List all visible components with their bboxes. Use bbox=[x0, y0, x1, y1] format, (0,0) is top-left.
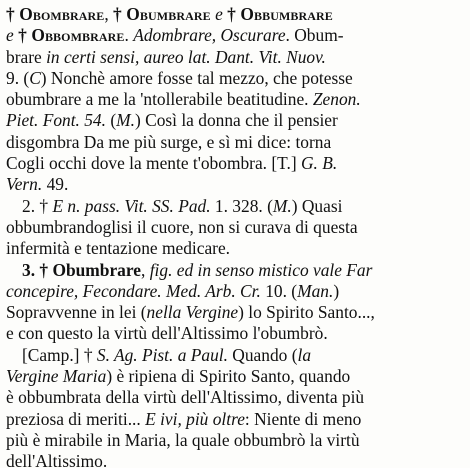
example-quote: è obbumbrata della virtù dell'Altissimo, diventa più bbox=[6, 387, 365, 408]
citation: G. B. bbox=[301, 153, 338, 174]
example-quote: disgombra Da me più surge, e sì mi dice: torna bbox=[6, 131, 332, 152]
example-quote: ) Quasi bbox=[291, 195, 343, 216]
text-line bbox=[6, 238, 462, 259]
example-quote: infermità e tentazione medicare. bbox=[6, 238, 231, 259]
text-span: e bbox=[210, 4, 228, 24]
text-span: [Camp.] † bbox=[22, 344, 97, 365]
text-line bbox=[6, 25, 462, 46]
text-line bbox=[6, 132, 462, 153]
citation: E ivi, più oltre bbox=[145, 408, 245, 429]
text-line bbox=[6, 68, 462, 89]
text-span: e bbox=[6, 25, 19, 46]
text-line bbox=[6, 260, 462, 281]
text-line bbox=[6, 387, 462, 408]
citation: E n. pass. Vit. SS. Pad. bbox=[52, 195, 211, 216]
example-quote: ) lo Spirito Santo..., bbox=[238, 302, 375, 323]
text-line bbox=[6, 47, 462, 68]
text-line bbox=[6, 323, 462, 344]
example-quote: e con questo la virtù dell'Altissimo l'obumbrò. bbox=[6, 323, 328, 344]
headword: Obumbrare bbox=[52, 259, 142, 280]
headword-variant: † Obbumbrare bbox=[227, 4, 333, 24]
text-span: 9. ( bbox=[6, 67, 30, 88]
text-span: C bbox=[29, 67, 41, 88]
text-span: M. bbox=[272, 195, 292, 216]
text-line bbox=[6, 451, 462, 472]
text-line bbox=[6, 302, 462, 323]
example-quote: obumbrare a me la 'ntollerabile beatitudine. bbox=[6, 89, 313, 110]
example-quote: ) è ripiena di Spirito Santo, quando bbox=[106, 366, 351, 387]
example-quote: obbumbrandoglisi il cuore, non si curava di questa bbox=[6, 216, 358, 237]
text-span: ) bbox=[333, 280, 340, 301]
text-line bbox=[6, 409, 462, 430]
text-line bbox=[6, 153, 462, 174]
citation: Piet. Font. 54. bbox=[6, 110, 106, 131]
example-quote: : Niente di meno bbox=[244, 408, 362, 429]
text-line bbox=[6, 89, 462, 110]
headword-variant: † Obbombrare bbox=[18, 25, 125, 46]
definition: concepire, Fecondare. Med. Arb. Cr. bbox=[6, 280, 261, 301]
text-span: ( bbox=[105, 110, 117, 131]
example-quote: ) Nonchè amore fosse tal mezzo, che potesse bbox=[40, 67, 353, 88]
example-quote: dell'Altissimo. bbox=[6, 451, 108, 472]
citation: Zenon. bbox=[312, 89, 361, 110]
example-quote: ) Così la donna che il pensier bbox=[134, 110, 338, 131]
example-quote: più è mirabile in Maria, la quale obbumbrò la virtù bbox=[6, 429, 360, 450]
example-quote: Cogli occhi dove la mente t'obombra. [T.] bbox=[6, 153, 301, 174]
text-line bbox=[6, 430, 462, 451]
sense-number: 3. † bbox=[22, 259, 53, 280]
text-span: , bbox=[104, 4, 114, 24]
example-quote: preziosa di meriti... bbox=[6, 408, 146, 429]
text-line bbox=[6, 281, 462, 302]
definition: Adombrare, Oscurare bbox=[133, 25, 286, 46]
text-line bbox=[6, 4, 462, 25]
headword-variant: † Obumbrare bbox=[113, 4, 211, 24]
text-line bbox=[6, 217, 462, 238]
citation: Vern. bbox=[6, 174, 43, 195]
text-line bbox=[6, 174, 462, 195]
text-span: Man. bbox=[297, 280, 334, 301]
text-line bbox=[6, 366, 462, 387]
text-span: la bbox=[297, 344, 312, 365]
text-line bbox=[6, 345, 462, 366]
citation: S. Ag. Pist. a Paul. bbox=[96, 344, 228, 365]
headword: † Obombrare bbox=[6, 4, 105, 24]
text-line bbox=[6, 110, 462, 131]
definition: fig. ed in senso mistico vale Far bbox=[149, 259, 373, 280]
example-quote: Quando ( bbox=[227, 344, 298, 365]
text-span: . bbox=[124, 25, 134, 46]
text-line bbox=[6, 196, 462, 217]
example-quote: Sopravvenne in lei ( bbox=[6, 302, 147, 323]
text-span: nella Vergine bbox=[146, 302, 239, 323]
text-span: . Obum- bbox=[285, 25, 344, 46]
sense-number: 2. † bbox=[22, 195, 53, 216]
text-span: brare bbox=[6, 46, 47, 67]
text-span: 1. 328. ( bbox=[210, 195, 273, 216]
citation: in certi sensi, aureo lat. Dant. Vit. Nuov. bbox=[46, 46, 326, 67]
text-span: M. bbox=[116, 110, 135, 131]
text-span: 49. bbox=[42, 174, 69, 195]
text-span: , bbox=[141, 259, 150, 280]
text-span: Vergine Maria bbox=[6, 366, 107, 387]
text-span: 10. ( bbox=[260, 280, 298, 301]
